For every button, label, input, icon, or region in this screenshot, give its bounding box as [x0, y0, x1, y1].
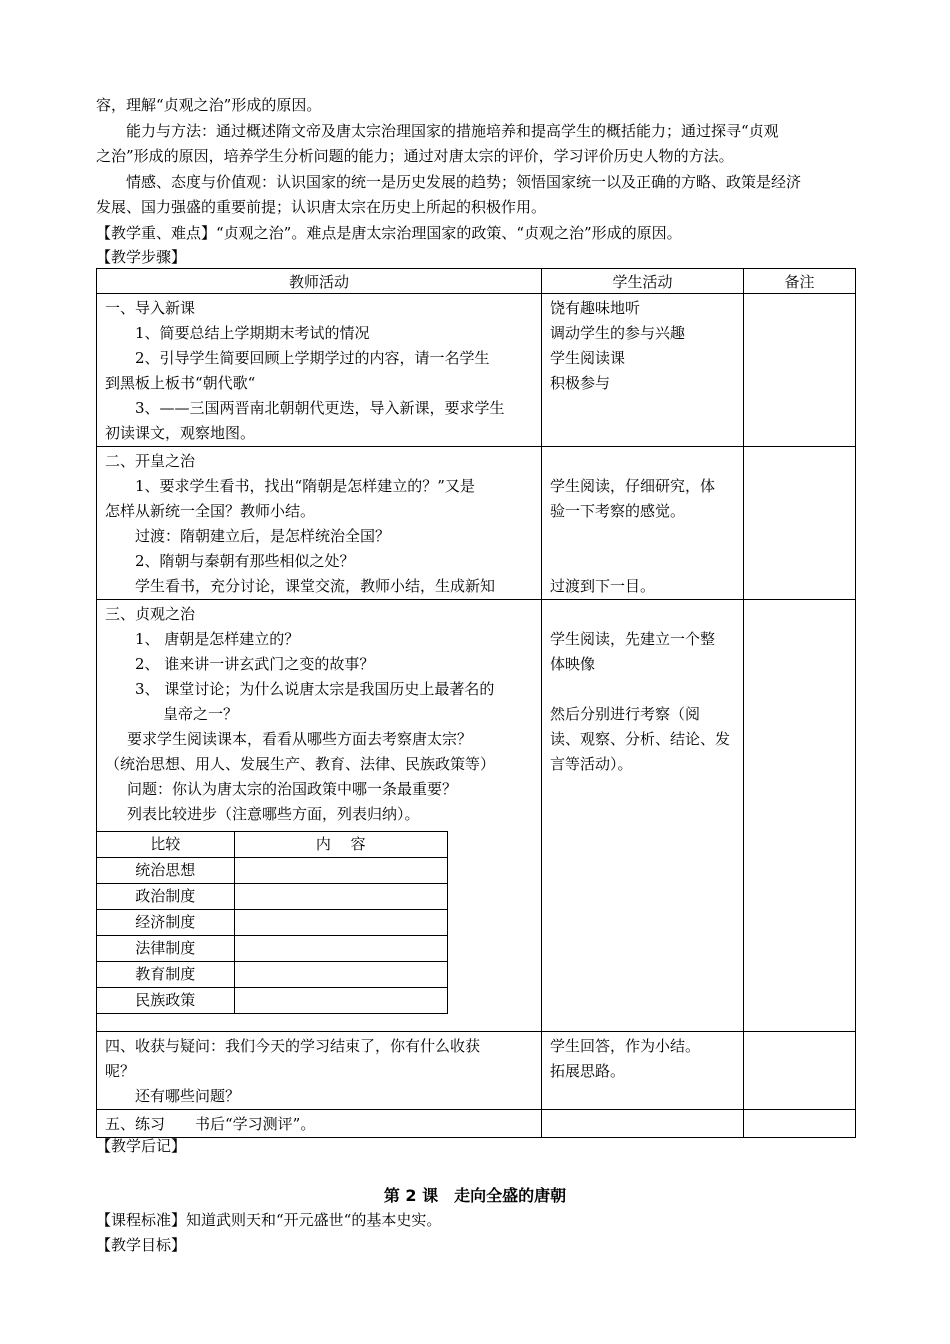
teacher-text: 皇帝之一？: [163, 705, 239, 723]
key-points: 【教学重、难点】“贞观之治”。难点是唐太宗治理国家的政策、“贞观之治”形成的原因。: [96, 224, 682, 242]
lesson-title: 第 2 课 走向全盛的唐朝: [383, 1186, 567, 1205]
comparison-row: [97, 884, 448, 910]
comparison-row: [97, 858, 448, 884]
student-text: 饶有趣味地听: [550, 299, 641, 317]
student-text: 学生阅读，仔细研究，体: [550, 477, 716, 495]
table-row: [97, 600, 856, 1032]
header-student: 学生活动: [542, 269, 744, 294]
teaching-steps-table: [96, 268, 856, 1138]
comparison-content: [234, 910, 447, 936]
student-cell: [542, 294, 744, 447]
comparison-label: 经济制度: [97, 910, 235, 936]
comparison-header-row: [97, 832, 448, 858]
header-notes: 备注: [744, 269, 856, 294]
teacher-text: 3、——三国两晋南北朝朝代更迭，导入新课，要求学生: [135, 399, 505, 417]
teacher-cell: [97, 1032, 542, 1110]
table-row: [97, 1032, 856, 1110]
student-text: 验一下考察的感觉。: [550, 502, 686, 520]
comparison-content: [234, 936, 447, 962]
teacher-text: 1、简要总结上学期期末考试的情况: [135, 324, 370, 342]
teacher-cell: [97, 447, 542, 600]
intro-line: 容，理解“贞观之治”形成的原因。: [96, 96, 322, 114]
student-text: 过渡到下一目。: [550, 577, 656, 595]
student-text: 积极参与: [550, 374, 611, 392]
table-header-row: [97, 269, 856, 294]
teacher-text: 还有哪些问题？: [135, 1087, 241, 1105]
notes-cell: [744, 294, 856, 447]
section-title: 三、贞观之治: [105, 605, 196, 623]
teacher-text: 2、隋朝与秦朝有那些相似之处？: [135, 552, 355, 570]
comparison-header: 内 容: [234, 832, 447, 858]
section-title: 一、导入新课: [105, 299, 196, 317]
student-text: 然后分别进行考察（阅: [550, 705, 701, 723]
comparison-label: 统治思想: [97, 858, 235, 884]
emotion-text-cont: 发展、国力强盛的重要前提；认识唐太宗在历史上所起的积极作用。: [96, 198, 547, 216]
teacher-text: 1、要求学生看书，找出“隋朝是怎样建立的？”又是: [135, 477, 475, 495]
teacher-text: 问题：你认为唐太宗的治国政策中哪一条最重要？: [127, 780, 458, 798]
comparison-label: 法律制度: [97, 936, 235, 962]
ability-text: 能力与方法：通过概述隋文帝及唐太宗治理国家的措施培养和提高学生的概括能力；通过探寻“贞观: [126, 122, 779, 140]
student-text: 拓展思路。: [550, 1062, 626, 1080]
teacher-text: 到黑板上板书“朝代歌“: [105, 374, 256, 392]
ability-text-cont: 之治”形成的原因，培养学生分析问题的能力；通过对唐太宗的评价，学习评价历史人物的方法。: [96, 147, 734, 165]
comparison-row: [97, 936, 448, 962]
section-title: 二、开皇之治: [105, 452, 196, 470]
teacher-text: 怎样从新统一全国？教师小结。: [105, 502, 316, 520]
teacher-text: 学生看书，充分讨论，课堂交流，教师小结，生成新知: [135, 577, 496, 595]
comparison-label: 政治制度: [97, 884, 235, 910]
goals-label: 【教学目标】: [96, 1236, 187, 1254]
teacher-text: 四、收获与疑问：我们今天的学习结束了，你有什么收获: [105, 1037, 481, 1055]
student-cell: [542, 1032, 744, 1110]
comparison-label: 教育制度: [97, 962, 235, 988]
comparison-header: 比较: [97, 832, 235, 858]
comparison-content: [234, 962, 447, 988]
comparison-content: [234, 858, 447, 884]
curriculum-standard: 【课程标准】知道武则天和“开元盛世“的基本史实。: [96, 1211, 442, 1229]
teacher-text: 五、练习 书后“学习测评”。: [105, 1115, 316, 1133]
comparison-table: [96, 831, 448, 1014]
teacher-text: 1、 唐朝是怎样建立的？: [135, 630, 300, 648]
table-row: [97, 447, 856, 600]
comparison-content: [234, 884, 447, 910]
student-text: 调动学生的参与兴趣: [550, 324, 686, 342]
teacher-cell: [97, 600, 542, 1032]
student-text: 学生阅读，先建立一个整: [550, 630, 716, 648]
student-text: 学生阅读课: [550, 349, 626, 367]
notes-cell: [744, 447, 856, 600]
comparison-row: [97, 962, 448, 988]
teacher-text: （统治思想、用人、发展生产、教育、法律、民族政策等）: [105, 755, 496, 773]
steps-label: 【教学步骤】: [96, 248, 187, 266]
teacher-text: 3、 课堂讨论；为什么说唐太宗是我国历史上最著名的: [135, 680, 495, 698]
notes-cell: [744, 1032, 856, 1110]
student-text: 学生回答，作为小结。: [550, 1037, 701, 1055]
student-text: 读、观察、分析、结论、发: [550, 730, 731, 748]
student-text: 言等活动）。: [550, 755, 633, 773]
teacher-text: 过渡：隋朝建立后，是怎样统治全国？: [135, 527, 391, 545]
comparison-label: 民族政策: [97, 988, 235, 1014]
header-teacher: 教师活动: [97, 269, 542, 294]
emotion-text: 情感、态度与价值观：认识国家的统一是历史发展的趋势；领悟国家统一以及正确的方略、政策是经济: [126, 173, 802, 191]
teacher-text: 呢？: [105, 1062, 136, 1080]
postscript-label: 【教学后记】: [96, 1137, 187, 1155]
notes-cell: [744, 600, 856, 1032]
student-cell: [542, 447, 744, 600]
student-cell: [542, 600, 744, 1032]
teacher-text: 2、 谁来讲一讲玄武门之变的故事？: [135, 655, 375, 673]
comparison-row: [97, 910, 448, 936]
teacher-text: 初读课文，观察地图。: [105, 424, 256, 442]
table-row: [97, 294, 856, 447]
teacher-text: 2、引导学生简要回顾上学期学过的内容，请一名学生: [135, 349, 490, 367]
comparison-row: [97, 988, 448, 1014]
teacher-text: 要求学生阅读课本，看看从哪些方面去考察唐太宗？: [127, 730, 473, 748]
teacher-cell: [97, 294, 542, 447]
student-text: 体映像: [550, 655, 596, 673]
comparison-content: [234, 988, 447, 1014]
teacher-text: 列表比较进步（注意哪些方面，列表归纳）。: [127, 805, 420, 823]
